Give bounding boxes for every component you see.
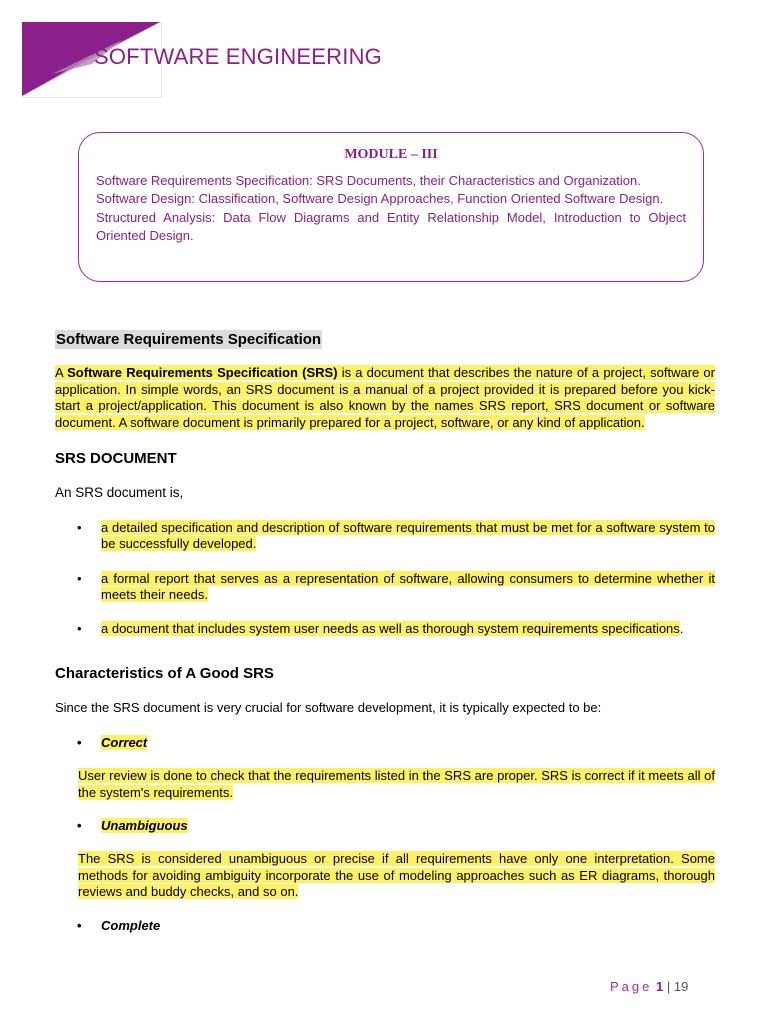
- bullet-icon: •: [77, 519, 82, 535]
- module-line-analysis: Structured Analysis: Data Flow Diagrams and Entity Relationship Model, Introduction to Object Oriented Design.: [96, 209, 686, 244]
- page-separator: |: [666, 979, 671, 994]
- page-footer: [610, 979, 688, 994]
- list-item: • a formal report that serves as a representation of software, allowing consumers to determine whether it meets their needs.: [77, 570, 715, 603]
- page-label: Page: [610, 979, 653, 994]
- list-item: • a detailed specification and description of software requirements that must be met for a software system to be successfully developed.: [77, 519, 715, 552]
- srs-document-list: [55, 520, 715, 638]
- characteristic-title-unambiguous: • Unambiguous: [77, 817, 188, 833]
- characteristic-desc-unambiguous: The SRS is considered unambiguous or precise if all requirements have only one interpretation. Some methods for avoiding ambiguity incorporate the use of modeling approaches such as ER diagrams, thorough reviews and buddy checks, and so on.: [78, 851, 715, 900]
- characteristic-title-complete: • Complete: [77, 917, 161, 933]
- bullet-icon: •: [77, 817, 82, 833]
- bullet-icon: •: [77, 570, 82, 586]
- characteristic-desc-correct: User review is done to check that the requirements listed in the SRS are proper. SRS is correct if it meets all of the system's requirements.: [78, 768, 715, 800]
- bullet-icon: •: [77, 734, 82, 750]
- srs-bold-term: Software Requirements Specification (SRS): [67, 365, 338, 381]
- module-line-design: Software Design: Classification, Software Design Approaches, Function Oriented Software Design.: [96, 191, 664, 207]
- page-number: 1: [656, 979, 664, 994]
- main-content: [55, 330, 715, 951]
- module-line-srs: Software Requirements Specification: SRS Documents, their Characteristics and Organization.: [96, 173, 641, 188]
- srs-document-heading: SRS DOCUMENT: [55, 450, 177, 468]
- srs-paragraph: A Software Requirements Specification (SRS) is a document that describes the nature of a project, software or application. In simple words, an SRS document is a manual of a project provided it is prepared before you kick-start a project/application. This document is also known by the names SRS report, SRS document or software document. A software document is primarily prepared for a project, software, or any kind of application.: [55, 365, 715, 430]
- page-total: 19: [673, 979, 689, 994]
- header-title: SOFTWARE ENGINEERING: [94, 44, 382, 69]
- srs-document-intro: An SRS document is,: [55, 485, 184, 501]
- srs-heading: Software Requirements Specification: [56, 331, 322, 348]
- list-item: • a document that includes system user needs as well as thorough system requirements specifications.: [77, 621, 684, 637]
- bullet-icon: •: [77, 621, 82, 637]
- bullet-icon: •: [77, 917, 82, 933]
- module-title: MODULE – III: [344, 147, 438, 162]
- module-box: [78, 132, 704, 282]
- characteristics-heading: Characteristics of A Good SRS: [55, 664, 274, 682]
- characteristics-intro: Since the SRS document is very crucial for software development, it is typically expected to be:: [55, 700, 602, 716]
- characteristic-title-correct: • Correct: [77, 734, 148, 750]
